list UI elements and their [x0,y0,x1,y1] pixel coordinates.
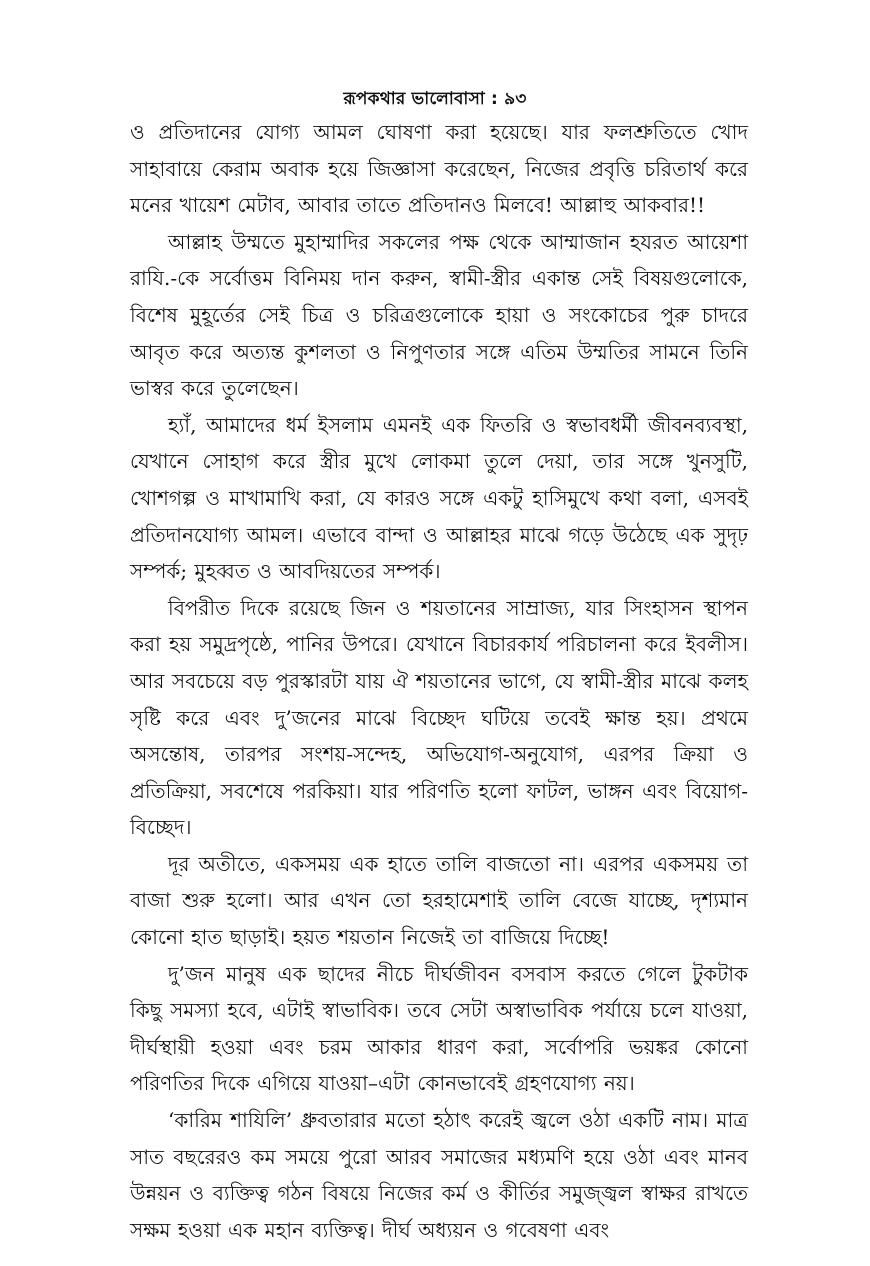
paragraph: আল্লাহ উম্মতে মুহাম্মাদির সকলের পক্ষ থেকে আম্মাজান হযরত আয়েশা রাযি.-কে সর্বোত্তম বিনিময় দান করুন, স্বামী-স্ত্রীর একান্ত সেই বিষয়গুলোকে, বিশেষ মুহূর্তের সেই চিত্র ও চরিত্রগুলোকে হায়া ও সংকোচের পুরু চাদরে আবৃত করে অত্যন্ত কুশলতা ও নিপুণতার সঙ্গে এতিম উম্মতির সামনে তিনি ভাস্বর করে তুলেছেন। [130,229,748,401]
paragraph: বিপরীত দিকে রয়েছে জিন ও শয়তানের সাম্রাজ্য, যার সিংহাসন স্থাপন করা হয় সমুদ্রপৃষ্ঠে, পানির উপরে। যেখানে বিচারকার্য পরিচালনা করে ইবলীস। আর সবচেয়ে বড় পুরস্কারটা যায় ঐ শয়তানের ভাগে, যে স্বামী-স্ত্রীর মাঝে কলহ সৃষ্টি করে এবং দু’জনের মাঝে বিচ্ছেদ ঘটিয়ে তবেই ক্ষান্ত হয়। প্রথমে অসন্তোষ, তারপর সংশয়-সন্দেহ, অভিযোগ-অনুযোগ, এরপর ক্রিয়া ও প্রতিক্রিয়া, সবশেষে পরকিয়া। যার পরিণতি হলো ফাটল, ভাঙ্গন এবং বিয়োগ-বিচ্ছেদ। [130,595,748,840]
paragraph: ‘কারিম শাযিলি’ ধ্রুবতারার মতো হঠাৎ করেই জ্বলে ওঠা একটি নাম। মাত্র সাত বছরেরও কম সময়ে পুরো আরব সমাজের মধ্যমণি হয়ে ওঠা এবং মানব উন্নয়ন ও ব্যক্তিত্ব গঠন বিষয়ে নিজের কর্ম ও কীর্তির সমুজ্জ্বল স্বাক্ষর রাখতে সক্ষম হওয়া এক মহান ব্যক্তিত্ব। দীর্ঘ অধ্যয়ন ও গবেষণা এবং [130,1108,748,1242]
paragraph: হ্যাঁ, আমাদের ধর্ম ইসলাম এমনই এক ফিতরি ও স্বভাবধর্মী জীবনব্যবস্থা, যেখানে সোহাগ করে স্ত্রীর মুখে লোকমা তুলে দেয়া, তার সঙ্গে খুনসুটি, খোশগল্প ও মাখামাখি করা, যে কারও সঙ্গে একটু হাসিমুখে কথা বলা, এসবই প্রতিদানযোগ্য আমল। এভাবে বান্দা ও আল্লাহর মাঝে গড়ে উঠেছে এক সুদৃঢ় সম্পর্ক; মুহব্বত ও আবদিয়তের সম্পর্ক। [130,412,748,584]
paragraph-continuation: ও প্রতিদানের যোগ্য আমল ঘোষণা করা হয়েছে। যার ফলশ্রুতিতে খোদ সাহাবায়ে কেরাম অবাক হয়ে জিজ্ঞাসা করেছেন, নিজের প্রবৃত্তি চরিতার্থ করে মনের খায়েশ মেটাব, আবার তাতে প্রতিদানও মিলবে! আল্লাহু আকবার!! [130,120,748,218]
running-header: রূপকথার ভালোবাসা : ৯৩ [343,89,527,109]
paragraph: দূর অতীতে, একসময় এক হাতে তালি বাজতো না। এরপর একসময় তা বাজা শুরু হলো। আর এখন তো হরহামেশাই তালি বেজে যাচ্ছে, দৃশ্যমান কোনো হাত ছাড়াই। হয়ত শয়তান নিজেই তা বাজিয়ে দিচ্ছে! [130,851,748,950]
paragraph: দু’জন মানুষ এক ছাদের নীচে দীর্ঘজীবন বসবাস করতে গেলে টুকটাক কিছু সমস্যা হবে, এটাই স্বাভাবিক। তবে সেটা অস্বাভাবিক পর্যায়ে চলে যাওয়া, দীর্ঘস্থায়ী হওয়া এবং চরম আকার ধারণ করা, সর্বোপরি ভয়ঙ্কর কোনো পরিণতির দিকে এগিয়ে যাওয়া–এটা কোনভাবেই গ্রহণযোগ্য নয়। [130,961,748,1096]
body-text [130,114,748,1248]
